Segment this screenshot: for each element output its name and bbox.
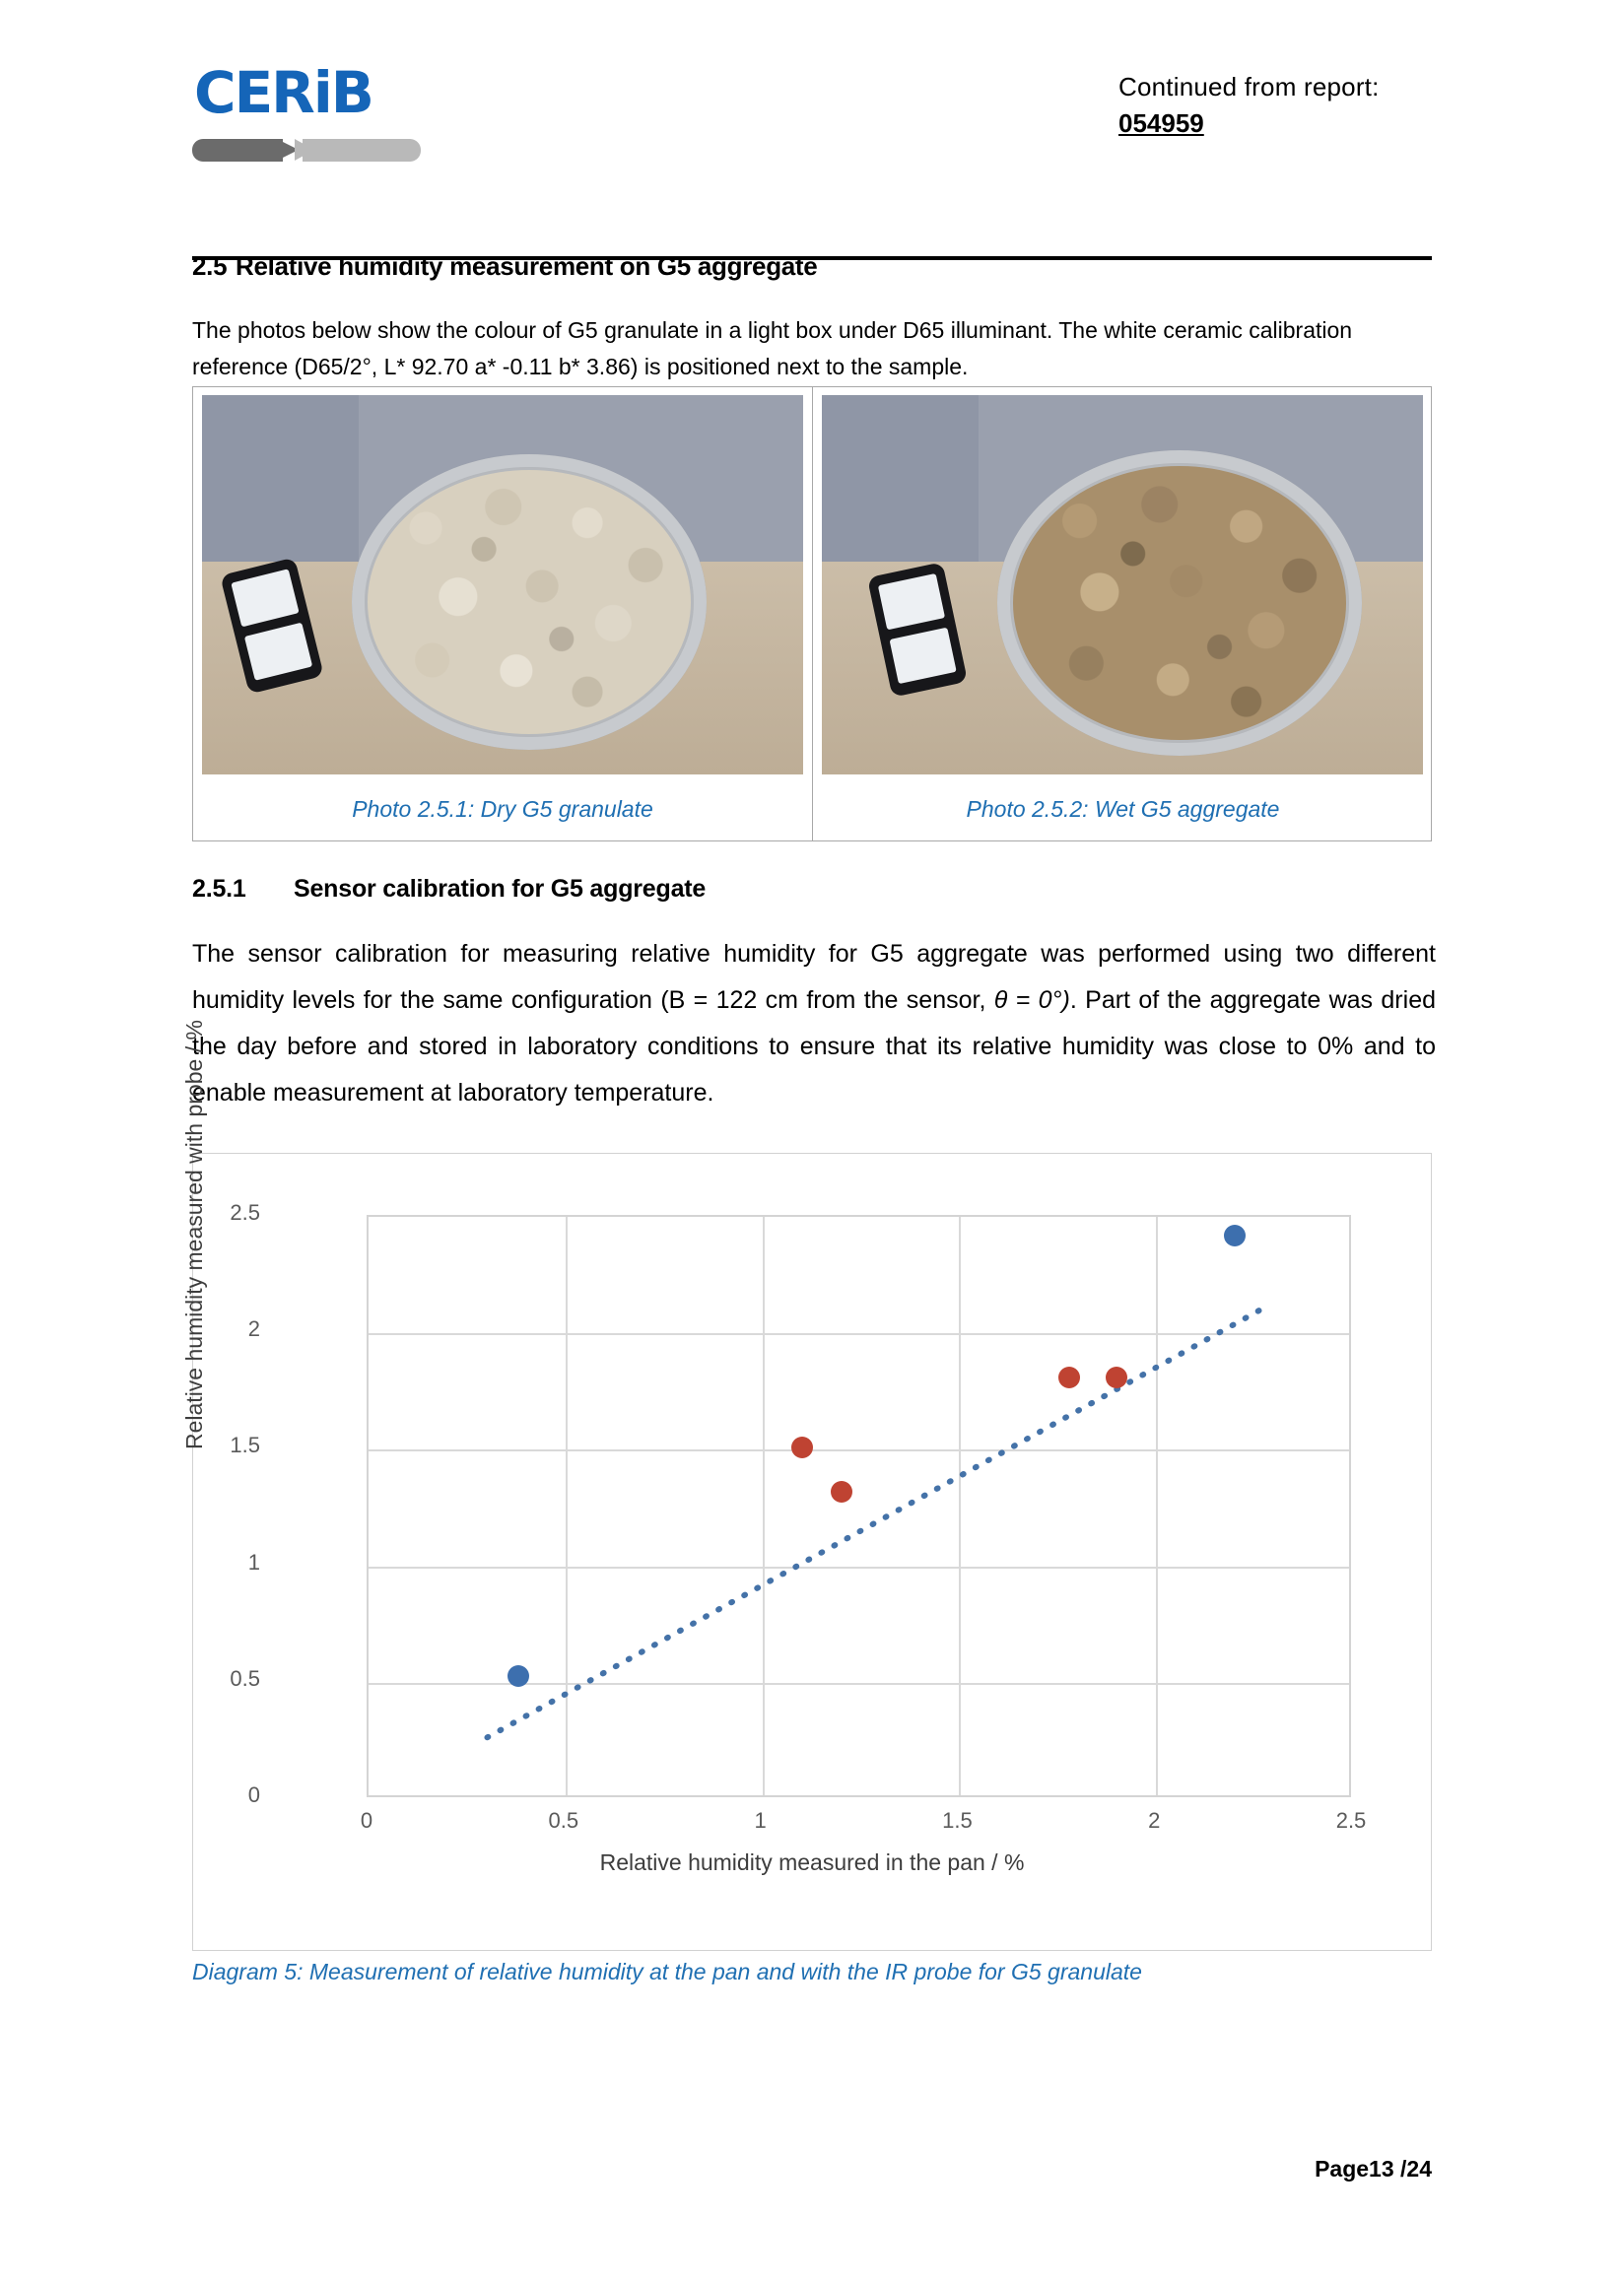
stainless-pan-dry (352, 454, 707, 750)
section-number: 2.5 (192, 251, 228, 281)
x-axis-tick-label: 0 (360, 1808, 373, 1833)
x-axis-tick-label: 1 (754, 1808, 767, 1833)
x-axis-tick-label: 1.5 (942, 1808, 973, 1833)
data-point-series-1 (1224, 1225, 1246, 1246)
x-axis-tick-label: 0.5 (548, 1808, 579, 1833)
y-axis-tick-label: 1.5 (230, 1433, 260, 1458)
subsection-number: 2.5.1 (192, 875, 246, 903)
ceramic-tile-lower (890, 627, 957, 683)
ceramic-tile-upper (232, 569, 300, 627)
trendline (369, 1217, 1349, 1795)
data-point-series-1 (508, 1665, 529, 1687)
section-paragraph: The photos below show the colour of G5 granulate in a light box under D65 illuminant. The white ceramic calibration reference (D65/2°, L* 92.70 a* -0.11 b* 3.86) is positioned next to the sample. (192, 317, 1353, 379)
section-heading-2-5 (192, 251, 817, 282)
x-axis-tick-label: 2 (1148, 1808, 1161, 1833)
photo-table (192, 386, 1432, 841)
paragraph-part-1: The sensor calibration for measuring relative humidity for G5 aggregate was performed using two different humidity levels for the same configuration (B = 122 cm from the sensor, (192, 940, 1436, 1014)
logo-bar-graphic (192, 139, 421, 162)
y-axis-tick-label: 2 (247, 1316, 260, 1342)
pan-contents-wet (1013, 466, 1346, 740)
page-header (192, 54, 1432, 177)
photo-caption-left: Photo 2.5.1: Dry G5 granulate (352, 796, 653, 822)
continued-label: Continued from report: (1118, 72, 1380, 101)
ceramic-tile-upper (878, 573, 945, 630)
stainless-pan-wet (997, 450, 1362, 756)
photo-wet-g5-aggregate (822, 395, 1423, 774)
photo-cell-left (193, 387, 813, 840)
paragraph-part-2: . Part of the aggregate was dried the day before and stored in laboratory conditions to ensure that its relative humidity was close to 0% and to enable measurement at laboratory temperature. (192, 986, 1436, 1107)
data-point-series-2 (831, 1481, 852, 1503)
data-point-series-2 (791, 1437, 813, 1458)
y-axis-tick-label: 1 (247, 1549, 260, 1575)
y-axis-tick-label: 0 (247, 1782, 260, 1807)
page-footer: Page13 /24 (1315, 2156, 1432, 2182)
ceramic-tile-lower (244, 622, 312, 680)
y-axis-tick-label: 0.5 (230, 1665, 260, 1691)
header-report-reference (1018, 72, 1432, 139)
chart-x-axis-label: Relative humidity measured in the pan / % (599, 1849, 1025, 1875)
diagram-caption: Diagram 5: Measurement of relative humidity at the pan and with the IR probe for G5 granulate (192, 1959, 1142, 1984)
photo-dry-g5-granulate (202, 395, 803, 774)
section-title: Relative humidity measurement on G5 aggregate (236, 251, 818, 281)
paragraph-italic-config: θ = 0°) (993, 986, 1070, 1014)
photo-caption-right: Photo 2.5.2: Wet G5 aggregate (966, 796, 1280, 822)
x-axis-tick-label: 2.5 (1335, 1808, 1367, 1833)
cerib-logo (192, 59, 424, 168)
subsection-heading-2-5-1 (192, 875, 706, 904)
lightbox-wall-shadow (202, 395, 359, 570)
subsection-title: Sensor calibration for G5 aggregate (294, 875, 707, 903)
subsection-paragraph (192, 931, 1436, 1116)
chart-y-axis-label: Relative humidity measured with probe / % (181, 1020, 207, 1449)
y-axis-tick-label: 2.5 (230, 1200, 260, 1225)
logo-wordmark: CERiB (194, 59, 372, 126)
data-point-series-2 (1106, 1367, 1127, 1388)
logo-bar-light (303, 139, 421, 162)
logo-bar-dark (192, 139, 283, 162)
photo-cell-right (813, 387, 1433, 840)
report-number: 054959 (1118, 108, 1204, 138)
lightbox-wall-shadow (822, 395, 979, 570)
chart-plot-area (367, 1215, 1351, 1797)
pan-contents-dry (368, 470, 691, 734)
data-point-series-2 (1058, 1367, 1080, 1388)
